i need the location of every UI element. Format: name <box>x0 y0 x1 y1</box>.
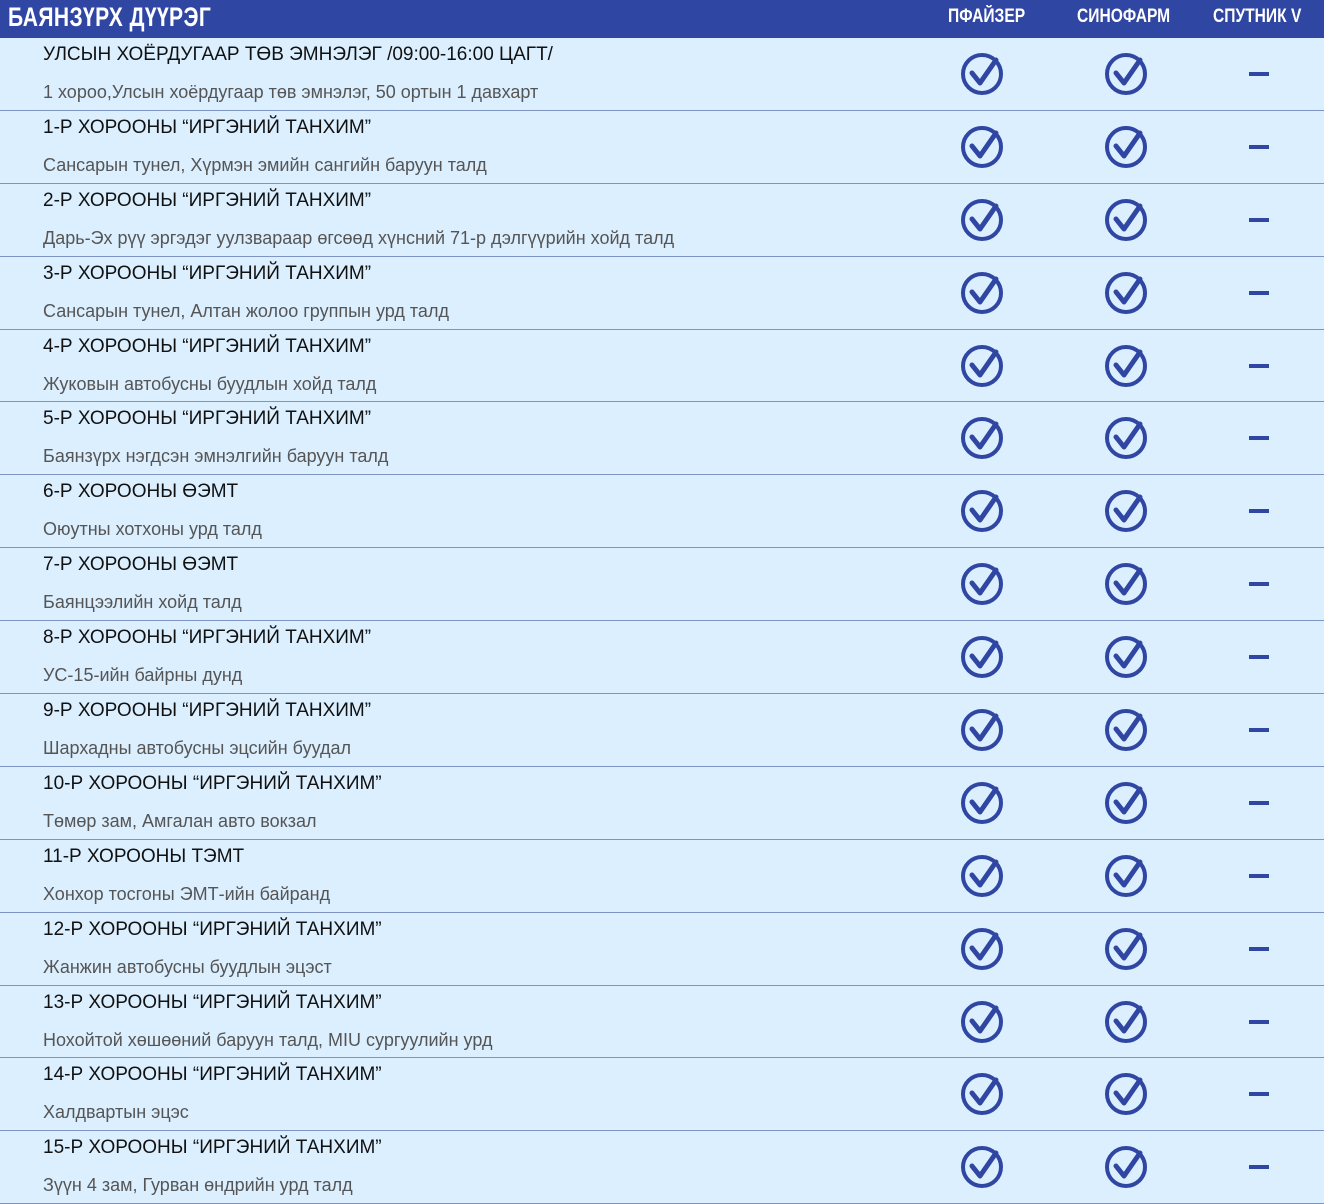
location-name: 11-Р ХОРООНЫ ТЭМТ <box>43 845 245 867</box>
sinopharm-check-icon <box>1104 344 1148 388</box>
pfizer-check-icon <box>960 125 1004 169</box>
location-name: 15-Р ХОРООНЫ “ИРГЭНИЙ ТАНХИМ” <box>43 1137 382 1159</box>
location-name: 8-Р ХОРООНЫ “ИРГЭНИЙ ТАНХИМ” <box>43 627 372 649</box>
location-address: Төмөр зам, Амгалан авто вокзал <box>43 810 317 831</box>
sputnik-unavailable-dash <box>1249 874 1269 878</box>
location-address: УС-15-ийн байрны дунд <box>43 665 243 686</box>
pfizer-check-icon <box>960 781 1004 825</box>
sinopharm-check-icon <box>1104 271 1148 315</box>
table-row <box>0 548 1324 621</box>
table-row <box>0 257 1324 330</box>
location-address: Баянцээлийн хойд талд <box>43 592 242 613</box>
sputnik-unavailable-dash <box>1249 1165 1269 1169</box>
sputnik-unavailable-dash <box>1249 145 1269 149</box>
pfizer-check-icon <box>960 635 1004 679</box>
sinopharm-check-icon <box>1104 927 1148 971</box>
table-row <box>0 184 1324 257</box>
sputnik-unavailable-dash <box>1249 1092 1269 1096</box>
sputnik-unavailable-dash <box>1249 436 1269 440</box>
table-row <box>0 402 1324 475</box>
location-name: 2-Р ХОРООНЫ “ИРГЭНИЙ ТАНХИМ” <box>43 189 372 211</box>
table-row <box>0 330 1324 403</box>
sputnik-unavailable-dash <box>1249 364 1269 368</box>
location-address: Зүүн 4 зам, Гурван өндрийн урд талд <box>43 1175 353 1196</box>
page-header <box>0 0 1324 38</box>
pfizer-check-icon <box>960 416 1004 460</box>
sinopharm-check-icon <box>1104 125 1148 169</box>
pfizer-check-icon <box>960 271 1004 315</box>
table-row <box>0 986 1324 1059</box>
column-header-sputnik: СПУТНИК V <box>1213 6 1302 27</box>
location-address: Хонхор тосгоны ЭМТ-ийн байранд <box>43 883 331 904</box>
pfizer-check-icon <box>960 1000 1004 1044</box>
sinopharm-check-icon <box>1104 52 1148 96</box>
sinopharm-check-icon <box>1104 1000 1148 1044</box>
location-name: 14-Р ХОРООНЫ “ИРГЭНИЙ ТАНХИМ” <box>43 1064 382 1086</box>
location-address: Оюутны хотхоны урд талд <box>43 519 262 540</box>
location-address: Нохойтой хөшөөний баруун талд, MIU сургуулийн урд <box>43 1029 493 1050</box>
sinopharm-check-icon <box>1104 1072 1148 1116</box>
pfizer-check-icon <box>960 708 1004 752</box>
column-header-pfizer: ПФАЙЗЕР <box>948 6 1026 27</box>
pfizer-check-icon <box>960 927 1004 971</box>
location-address: Жуковын автобусны буудлын хойд талд <box>43 373 377 394</box>
sinopharm-check-icon <box>1104 198 1148 242</box>
location-name: 13-Р ХОРООНЫ “ИРГЭНИЙ ТАНХИМ” <box>43 991 382 1013</box>
sinopharm-check-icon <box>1104 562 1148 606</box>
sinopharm-check-icon <box>1104 781 1148 825</box>
pfizer-check-icon <box>960 562 1004 606</box>
table-row <box>0 840 1324 913</box>
pfizer-check-icon <box>960 1145 1004 1189</box>
sputnik-unavailable-dash <box>1249 728 1269 732</box>
sinopharm-check-icon <box>1104 854 1148 898</box>
sputnik-unavailable-dash <box>1249 1020 1269 1024</box>
column-header-sinopharm: СИНОФАРМ <box>1077 6 1171 27</box>
sinopharm-check-icon <box>1104 489 1148 533</box>
table-row <box>0 694 1324 767</box>
location-address: Баянзүрх нэгдсэн эмнэлгийн баруун талд <box>43 446 389 467</box>
location-name: 7-Р ХОРООНЫ ӨЭМТ <box>43 554 239 576</box>
sinopharm-check-icon <box>1104 1145 1148 1189</box>
pfizer-check-icon <box>960 198 1004 242</box>
location-name: 5-Р ХОРООНЫ “ИРГЭНИЙ ТАНХИМ” <box>43 408 372 430</box>
district-title: БАЯНЗҮРХ ДҮҮРЭГ <box>8 2 212 32</box>
location-name: 9-Р ХОРООНЫ “ИРГЭНИЙ ТАНХИМ” <box>43 700 372 722</box>
pfizer-check-icon <box>960 854 1004 898</box>
location-name: 4-Р ХОРООНЫ “ИРГЭНИЙ ТАНХИМ” <box>43 335 372 357</box>
sputnik-unavailable-dash <box>1249 582 1269 586</box>
sputnik-unavailable-dash <box>1249 218 1269 222</box>
sputnik-unavailable-dash <box>1249 655 1269 659</box>
pfizer-check-icon <box>960 344 1004 388</box>
location-address: Халдвартын эцэс <box>43 1102 189 1123</box>
sputnik-unavailable-dash <box>1249 509 1269 513</box>
locations-table <box>0 38 1324 1204</box>
pfizer-check-icon <box>960 489 1004 533</box>
table-row <box>0 111 1324 184</box>
sinopharm-check-icon <box>1104 416 1148 460</box>
sinopharm-check-icon <box>1104 708 1148 752</box>
pfizer-check-icon <box>960 52 1004 96</box>
location-name: УЛСЫН ХОЁРДУГААР ТӨВ ЭМНЭЛЭГ /09:00-16:00 ЦАГТ/ <box>43 44 553 65</box>
sputnik-unavailable-dash <box>1249 291 1269 295</box>
location-address: Сансарын тунел, Алтан жолоо группын урд талд <box>43 300 449 321</box>
table-row <box>0 621 1324 694</box>
table-row <box>0 1131 1324 1204</box>
location-name: 12-Р ХОРООНЫ “ИРГЭНИЙ ТАНХИМ” <box>43 918 382 940</box>
location-address: Шархадны автобусны эцсийн буудал <box>43 738 352 759</box>
location-address: Жанжин автобусны буудлын эцэст <box>43 956 332 977</box>
location-name: 1-Р ХОРООНЫ “ИРГЭНИЙ ТАНХИМ” <box>43 116 372 138</box>
location-name: 10-Р ХОРООНЫ “ИРГЭНИЙ ТАНХИМ” <box>43 772 382 794</box>
pfizer-check-icon <box>960 1072 1004 1116</box>
table-row <box>0 475 1324 548</box>
sputnik-unavailable-dash <box>1249 801 1269 805</box>
location-address: Дарь-Эх рүү эргэдэг уулзвараар өгсөөд хүнсний 71-р дэлгүүрийн хойд талд <box>43 227 675 248</box>
table-row <box>0 913 1324 986</box>
location-name: 6-Р ХОРООНЫ ӨЭМТ <box>43 481 239 503</box>
sputnik-unavailable-dash <box>1249 947 1269 951</box>
sinopharm-check-icon <box>1104 635 1148 679</box>
table-row <box>0 767 1324 840</box>
location-address: Сансарын тунел, Хүрмэн эмийн сангийн баруун талд <box>43 154 487 175</box>
table-row <box>0 38 1324 111</box>
location-address: 1 хороо,Улсын хоёрдугаар төв эмнэлэг, 50 ортын 1 давхарт <box>43 82 539 102</box>
table-row <box>0 1058 1324 1131</box>
sputnik-unavailable-dash <box>1249 72 1269 76</box>
location-name: 3-Р ХОРООНЫ “ИРГЭНИЙ ТАНХИМ” <box>43 262 372 284</box>
